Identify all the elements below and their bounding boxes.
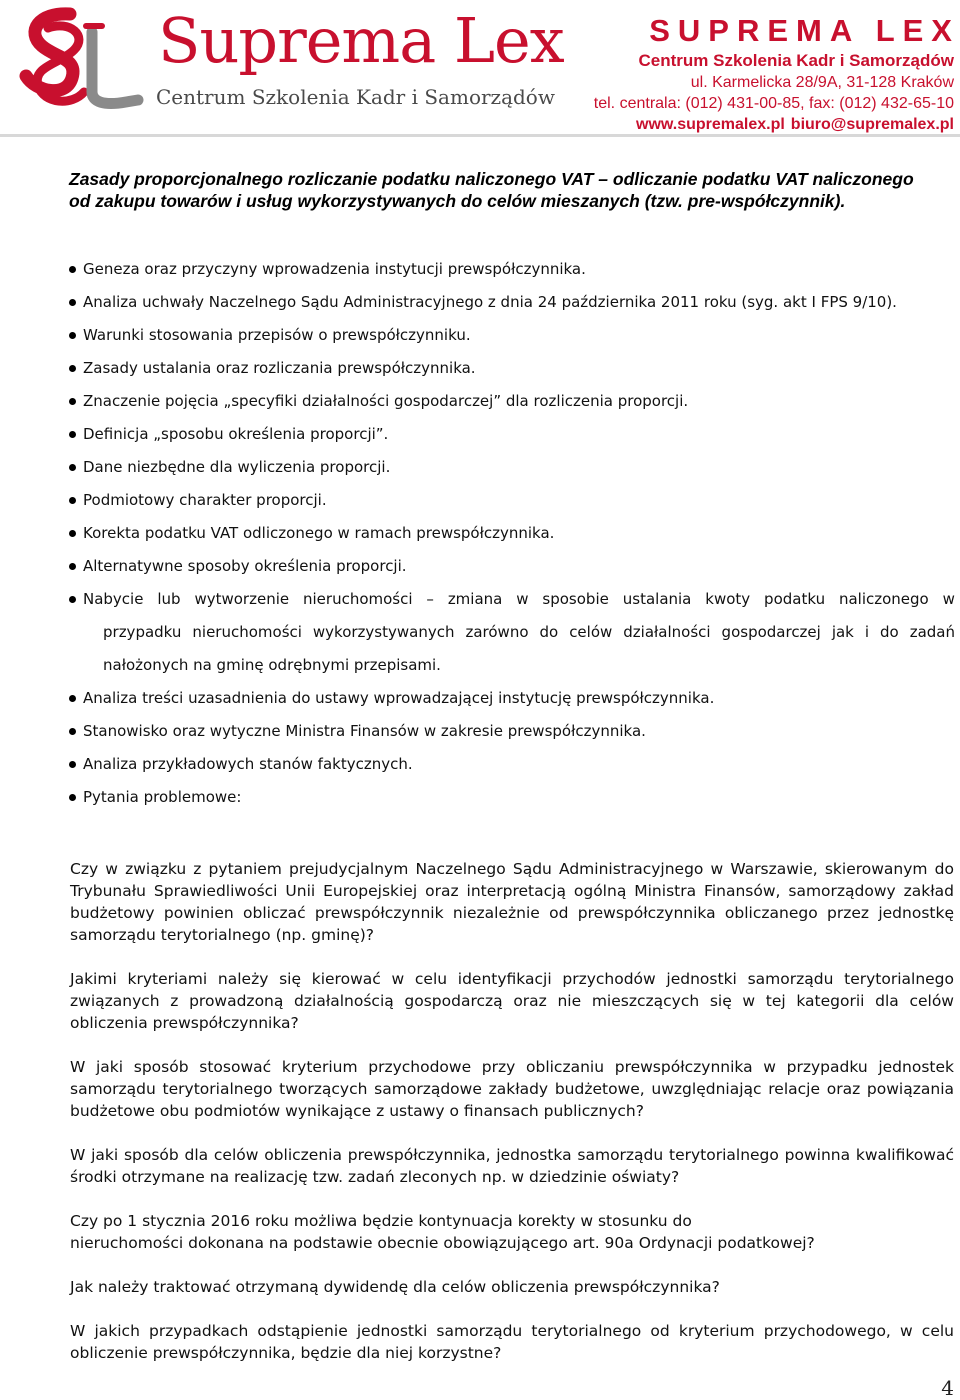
- header-divider: [0, 134, 960, 137]
- question-paragraph: Czy w związku z pytaniem prejudycjalnym Naczelnego Sądu Administracyjnego w Warszawie, skierowanym do Trybunału Sprawiedliwości Unii Europejskiej oraz interpretacją ogólną Ministra Finansów, samorządowy zakład budżetowy powinien obliczać prewspółczynnik niezależnie od prewspółczynnika obliczanego przez jednostkę samorządu terytorialnego (np. gminę)?: [70, 860, 954, 944]
- document-title: Zasady proporcjonalnego rozliczanie podatku naliczonego VAT – odliczanie podatku VAT naliczonego od zakupu towarów i usług wykorzystywanych do celów mieszanych (tzw. pre-współczynnik).: [69, 169, 914, 211]
- center-name: Centrum Szkolenia Kadr i Samorządów: [638, 51, 954, 70]
- list-item: Podmiotowy charakter proporcji.: [69, 484, 955, 517]
- bullet-icon: [69, 530, 76, 537]
- question-paragraph: W jaki sposób dla celów obliczenia prewspółczynnika, jednostka samorządu terytorialnego powinna kwalifikować środki otrzymane na realizację tzw. zadań zleconych np. w dziedzinie oświaty?: [70, 1146, 954, 1186]
- website-link[interactable]: www.supremalex.pl: [636, 116, 785, 133]
- address: ul. Karmelicka 28/9A, 31-128 Kraków: [690, 74, 954, 91]
- page-number: 4: [941, 1376, 954, 1400]
- bullet-icon: [69, 266, 76, 273]
- bullet-icon: [69, 431, 76, 438]
- list-item: Stanowisko oraz wytyczne Ministra Finansów w zakresie prewspółczynnika.: [69, 715, 955, 748]
- list-item: Alternatywne sposoby określenia proporcji.: [69, 550, 955, 583]
- bullet-icon: [69, 497, 76, 504]
- list-item-first-line: Nabycie lub wytworzenie nieruchomości – zmiana w sposobie ustalania kwoty podatku naliczonego w: [83, 590, 955, 608]
- page-header: [0, 0, 960, 140]
- bullet-icon: [69, 332, 76, 339]
- question-paragraph: Jakimi kryteriami należy się kierować w celu identyfikacji przychodów jednostki samorządu terytorialnego związanych z prowadzoną działalnością gospodarczą oraz nie mieszczących się w tej kategorii dla celów obliczenia prewspółczynnika?: [70, 970, 954, 1032]
- bullet-icon: [69, 728, 76, 735]
- list-item: Definicja „sposobu określenia proporcji”.: [69, 418, 955, 451]
- suprema-lex-logo: [8, 4, 564, 116]
- brand-name: SUPREMA LEX: [649, 13, 960, 48]
- list-item: Korekta podatku VAT odliczonego w ramach prewspółczynnika.: [69, 517, 955, 550]
- logo-name: Suprema Lex: [158, 4, 564, 77]
- list-item: Analiza uchwały Naczelnego Sądu Administracyjnego z dnia 24 października 2011 roku (syg. akt I FPS 9/10).: [69, 286, 955, 319]
- contact-block: [534, 12, 960, 135]
- bullet-icon: [69, 563, 76, 570]
- list-item: Zasady ustalania oraz rozliczania prewspółczynnika.: [69, 352, 955, 385]
- question-paragraph: W jakich przypadkach odstąpienie jednostki samorządu terytorialnego od kryterium przychodowego, w celu obliczenie prewspółczynnika, będzie dla niej korzystne?: [70, 1322, 954, 1362]
- list-item: Znaczenie pojęcia „specyfiki działalności gospodarczej” dla rozliczenia proporcji.: [69, 385, 955, 418]
- bullet-icon: [69, 761, 76, 768]
- bullet-icon: [69, 695, 76, 702]
- list-item: Geneza oraz przyczyny wprowadzenia instytucji prewspółczynnika.: [69, 253, 955, 286]
- list-item-continuation: przypadku nieruchomości wykorzystywanych zarówno do celów działalności gospodarczej jak i do zadań nałożonych na gminę odrębnymi przepisami.: [103, 623, 955, 674]
- bullet-icon: [69, 794, 76, 801]
- list-item: Analiza treści uzasadnienia do ustawy wprowadzającej instytucję prewspółczynnika.: [69, 682, 955, 715]
- list-item: Pytania problemowe:: [69, 781, 955, 814]
- bullet-icon: [69, 464, 76, 471]
- bullet-icon: [69, 596, 76, 603]
- logo-tagline: Centrum Szkolenia Kadr i Samorządów: [156, 85, 555, 109]
- phone-fax: tel. centrala: (012) 431-00-85, fax: (012) 432-65-10: [593, 95, 954, 112]
- bullet-icon: [69, 299, 76, 306]
- list-item: Dane niezbędne dla wyliczenia proporcji.: [69, 451, 955, 484]
- list-item: Warunki stosowania przepisów o prewspółczynniku.: [69, 319, 955, 352]
- email-link[interactable]: biuro@supremalex.pl: [790, 116, 954, 133]
- bullet-icon: [69, 365, 76, 372]
- sl-monogram-icon: [8, 6, 153, 116]
- topic-list: [69, 253, 955, 814]
- question-paragraph: Czy po 1 stycznia 2016 roku możliwa będzie kontynuacja korekty w stosunku do nieruchomości dokonana na podstawie obecnie obowiązującego art. 90a Ordynacji podatkowej?: [70, 1212, 815, 1252]
- question-paragraph: Jak należy traktować otrzymaną dywidendę dla celów obliczenia prewspółczynnika?: [70, 1278, 720, 1296]
- list-item: [69, 583, 955, 682]
- list-item: Analiza przykładowych stanów faktycznych.: [69, 748, 955, 781]
- question-paragraph: W jaki sposób stosować kryterium przychodowe przy obliczaniu prewspółczynnika w przypadku jednostek samorządu terytorialnego tworzących samorządowe zakłady budżetowe, uwzględniając relacje oraz powiązania budżetowe obu podmiotów wynikające z ustawy o finansach publicznych?: [70, 1058, 954, 1120]
- bullet-icon: [69, 398, 76, 405]
- problem-questions: [70, 858, 954, 1386]
- web-contacts: [534, 114, 954, 135]
